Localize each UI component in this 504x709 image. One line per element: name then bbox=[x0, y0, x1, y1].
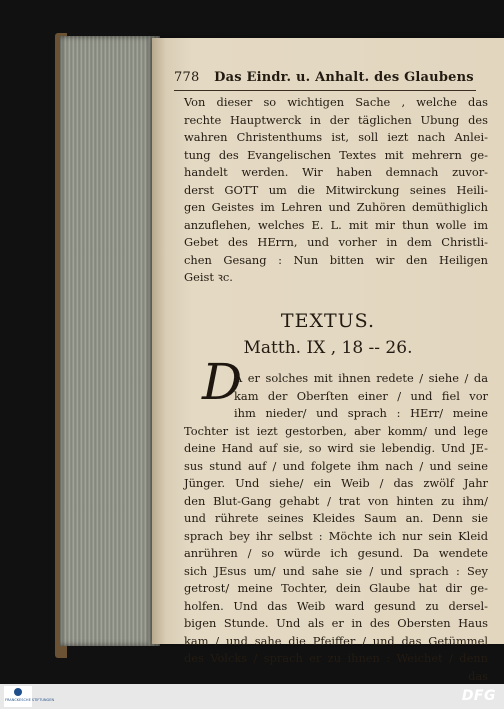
library-logo-label: FRANCKESCHE STIFTUNGEN bbox=[5, 698, 55, 702]
header-rule bbox=[174, 90, 476, 91]
catchword: das bbox=[468, 668, 488, 683]
viewer-footer-bar bbox=[0, 684, 504, 709]
intro-line: tung des Evangelischen Textes mit mehrern ge- bbox=[184, 147, 488, 162]
intro-line: Von dieser so wichtigen Sache , welche das bbox=[184, 95, 488, 109]
bible-reference: Matth. IX , 18 -- 26. bbox=[243, 338, 413, 358]
running-header bbox=[174, 70, 474, 90]
scripture-line: bigen Stunde. Und als er in des Obersten Haus bbox=[184, 616, 488, 630]
running-title: Das Eindr. u. Anhalt. des Glaubens bbox=[214, 70, 474, 85]
intro-line: wahren Christenthums ist, soll iezt nach Anlei- bbox=[184, 130, 488, 144]
scripture-line: deine Hand auf sie, so wird sie lebendig. Und JE- bbox=[184, 441, 488, 455]
library-emblem-icon bbox=[14, 688, 22, 696]
textus-heading: TEXTUS. bbox=[280, 310, 376, 332]
scripture-line: sus stund auf / und folgete ihm nach / und seine bbox=[184, 458, 488, 473]
scripture-line: Tochter ist iezt gestorben, aber komm/ und lege bbox=[184, 423, 488, 438]
intro-line: Gebet des HErrn, und vorher in dem Christli- bbox=[184, 235, 488, 249]
dfg-logo[interactable]: DFG bbox=[461, 688, 496, 704]
scripture-line: kam / und sahe die Pfeiffer / und das Getümmel bbox=[184, 633, 488, 648]
scripture-line: sich JEsus um/ und sahe sie / und sprach : Sey bbox=[184, 563, 488, 578]
dropcap-initial: D bbox=[201, 353, 243, 411]
scripture-line: ihm nieder/ und sprach : HErr/ meine bbox=[234, 406, 488, 420]
intro-line: gen Geistes im Lehren und Zuhören demüthiglich bbox=[184, 200, 488, 214]
scripture-line: getrost/ meine Tochter, dein Glaube hat dir ge- bbox=[184, 581, 488, 595]
scripture-line: kam der Oberſten einer / und fiel vor bbox=[234, 388, 488, 403]
scripture-line: A er solches mit ihnen redete / siehe / da bbox=[234, 371, 488, 385]
intro-line: derst GOTT um die Mitwirckung seines Heili- bbox=[184, 182, 488, 197]
intro-line: chen Gesang : Nun bitten wir den Heiligen bbox=[184, 252, 488, 267]
scripture-line: und rührete seines Kleides Saum an. Denn sie bbox=[184, 511, 488, 525]
book-page-edges bbox=[60, 36, 160, 646]
scripture-line: sprach bey ihr selbst : Möchte ich nur sein Kleid bbox=[184, 528, 488, 543]
library-logo[interactable] bbox=[4, 686, 55, 707]
scripture-line: den Blut-Gang gehabt / trat von hinten zu ihm/ bbox=[184, 493, 488, 508]
book-page bbox=[152, 38, 504, 683]
intro-line: handelt werden. Wir haben demnach zuvor- bbox=[184, 165, 488, 179]
scripture-line: Jünger. Und siehe/ ein Weib / das zwölf Jahr bbox=[184, 476, 488, 490]
scripture-line: holfen. Und das Weib ward gesund zu dersel- bbox=[184, 598, 488, 613]
intro-line: rechte Hauptwerck in der täglichen Ubung des bbox=[184, 112, 488, 127]
intro-line: Geist ꝛc. bbox=[184, 270, 233, 284]
scripture-text bbox=[184, 370, 488, 685]
page-number: 778 bbox=[174, 70, 200, 85]
intro-paragraph bbox=[184, 94, 488, 287]
scripture-line: des Volcks / sprach er zu ihnen : Weichet / denn bbox=[184, 651, 488, 665]
intro-line: anzuflehen, welches E. L. mit mir thun wolle im bbox=[184, 217, 488, 232]
scripture-line: anrühren / so würde ich gesund. Da wendete bbox=[184, 546, 488, 560]
